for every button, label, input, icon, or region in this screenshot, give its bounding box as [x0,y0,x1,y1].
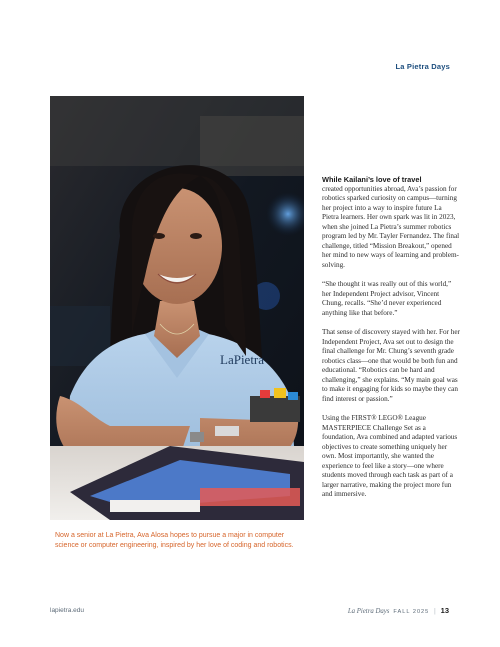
page-number: 13 [440,606,449,615]
shirt-logo-text: LaPietra [220,352,265,367]
student-portrait-photo [50,96,304,520]
footer-separator: | [434,608,436,615]
article-paragraph-1-text: created opportunities abroad, Ava’s passion for robotics sparked curiosity on campus—turning her project into a way to inspire future La Pietra learners. Her own spark was lit in 2023, when she joined La Pietra’s summer robotics program led by Mr. Tayler Fernandez. The final challenge, titled “Mission Breakout,” opened her mind to new ways of learning and problem-solving. [322,184,460,269]
section-header: La Pietra Days [395,62,450,71]
footer-website-url: lapietra.edu [50,607,84,614]
article-paragraph-2: “She thought it was really out of this world,” her Independent Project advisor, Vincent Chung, recalls. “She’d never experienced anything like that before.” [322,280,452,317]
footer-season: FALL 2025 [393,609,430,615]
article-paragraph-3: That sense of discovery stayed with her. For her Independent Project, Ava set out to design the final challenge for Mr. Chung’s seventh grade robotics class—one that would be both fun and educational. “Robotics can be hard and challenging,” she explains. “My main goal was to make it engaging for kids so maybe they can find interest or passion.” [322,328,460,403]
article-body [322,175,460,510]
article-paragraph-4: Using the FIRST® LEGO® League MASTERPIECE Challenge Set as a foundation, Ava combined and adapted various objectives to create something uniquely her own. Most importantly, she wanted the experience to feel like a story—one where students moved through each task as part of a larger narrative, making the project more fun and immersive. [322,414,458,498]
article-lead: While Kailani’s love of travel [322,175,422,184]
article-paragraph-1 [322,175,460,270]
footer-folio [348,606,449,615]
footer-magazine-name: La Pietra Days [347,608,390,615]
photo-caption: Now a senior at La Pietra, Ava Alosa hopes to pursue a major in computer science or computer engineering, inspired by her love of coding and robotics. [55,532,294,549]
